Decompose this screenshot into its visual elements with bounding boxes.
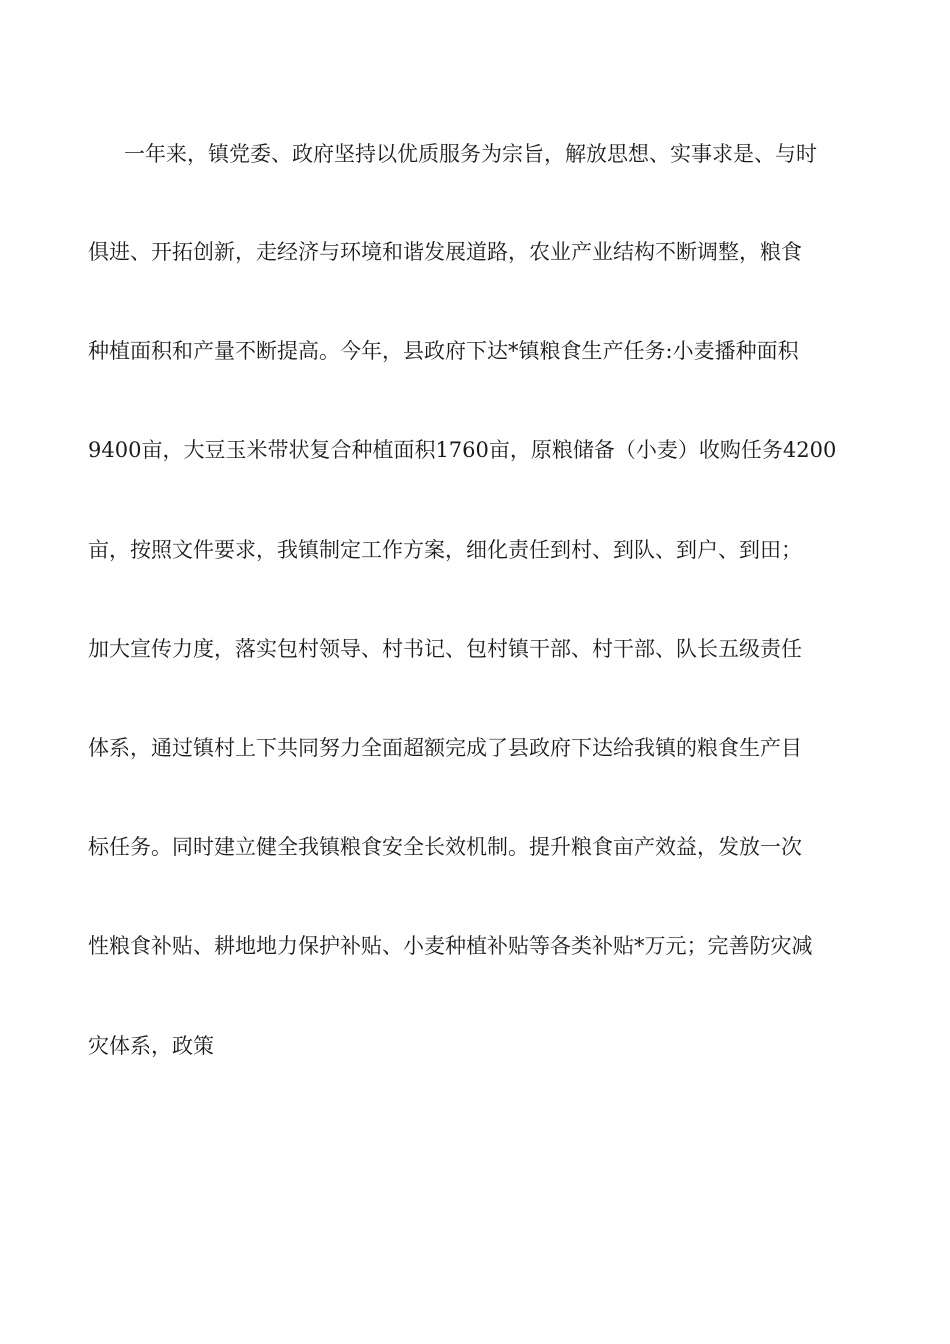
paragraph-line: 加大宣传力度，落实包村领导、村书记、包村镇干部、村干部、队长五级责任 [88, 637, 802, 661]
paragraph-line: 种植面积和产量不断提高。今年，县政府下达*镇粮食生产任务:小麦播种面积 [88, 339, 799, 363]
paragraph-line: 体系，通过镇村上下共同努力全面超额完成了县政府下达给我镇的粮食生产目 [88, 736, 802, 760]
paragraph-line: 标任务。同时建立健全我镇粮食安全长效机制。提升粮食亩产效益，发放一次 [88, 835, 802, 859]
paragraph-line: 灾体系，政策 [88, 1034, 214, 1058]
paragraph-line: 性粮食补贴、耕地地力保护补贴、小麦种植补贴等各类补贴*万元；完善防灾减 [88, 934, 813, 958]
paragraph-line: 亩，按照文件要求，我镇制定工作方案，细化责任到村、到队、到户、到田； [88, 538, 802, 562]
paragraph-line: 9400亩，大豆玉米带状复合种植面积1760亩，原粮储备（小麦）收购任务4200 [88, 438, 837, 462]
paragraph-line: 一年来，镇党委、政府坚持以优质服务为宗旨，解放思想、实事求是、与时 [124, 142, 817, 166]
paragraph-line: 俱进、开拓创新，走经济与环境和谐发展道路，农业产业结构不断调整，粮食 [88, 240, 802, 264]
